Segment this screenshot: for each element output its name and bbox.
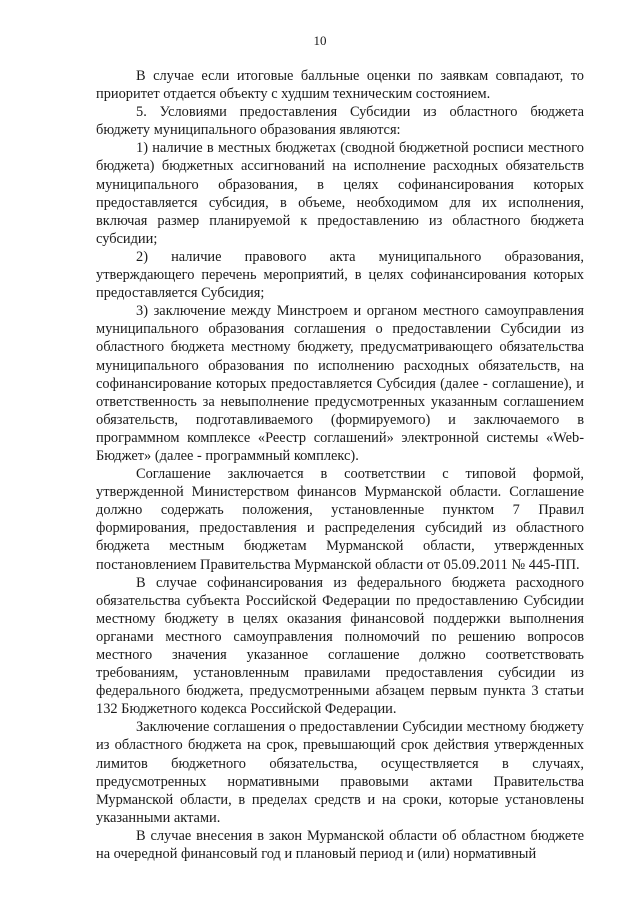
- paragraph-subsidy-conditions: 5. Условиями предоставления Субсидии из областного бюджета бюджету муниципального образования являются:: [96, 104, 584, 139]
- page-number: 10: [313, 33, 327, 48]
- paragraph-law-amendment: В случае внесения в закон Мурманской области об областном бюджете на очередной финансовый год и плановый период и (или) нормативный: [96, 827, 584, 863]
- document-body: [96, 67, 584, 863]
- paragraph-condition-2: 2) наличие правового акта муниципального образования, утверждающего перечень мероприятий, в целях софинансирования которых предоставляется Субсидия;: [96, 248, 584, 302]
- paragraph-condition-1: 1) наличие в местных бюджетах (сводной бюджетной росписи местного бюджета) бюджетных ассигнований на исполнение расходных обязательств муниципального образования, в целях софинансирования которых предоставляется субсидия, в объеме, необходимом для их исполнения, включая размер планируемой к предоставлению из областного бюджета субсидии;: [96, 140, 584, 247]
- paragraph-agreement-term: Заключение соглашения о предоставлении Субсидии местному бюджету из областного бюджета на срок, превышающий срок действия утвержденных лимитов бюджетного обязательства, осуществляется в случаях, предусмотренных нормативными правовыми актами Правительства Мурманской области, в пределах средств и на сроки, которые установлены указанными актами.: [96, 719, 584, 826]
- paragraph-condition-3: 3) заключение между Минстроем и органом местного самоуправления муниципального образования соглашения о предоставлении Субсидии из областного бюджета местному бюджету, предусматривающего обязательства муниципального образования по исполнению расходных обязательств, на софинансирование которых предоставляется Субсидия (далее - соглашение), и ответственность за невыполнение предусмотренных указанным соглашением обязательств, подготавливаемого (формируемого) и заключаемого в программном комплексе «Реестр соглашений» электронной системы «Web-Бюджет» (далее - программный комплекс).: [96, 303, 584, 464]
- paragraph-agreement-form: Соглашение заключается в соответствии с типовой формой, утвержденной Министерством финансов Мурманской области. Соглашение должно содержать положения, установленные пунктом 7 Правил формирования, предоставления и распределения субсидий из областного бюджета местным бюджетам Мурманской области, утвержденных постановлением Правительства Мурманской области от 05.09.2011 № 445-ПП.: [96, 466, 584, 573]
- paragraph-rating-priority: В случае если итоговые балльные оценки по заявкам совпадают, то приоритет отдается объекту с худшим техническим состоянием.: [96, 68, 584, 103]
- paragraph-federal-cofinancing: В случае софинансирования из федерального бюджета расходного обязательства субъекта Российской Федерации по предоставлению Субсидии местному бюджету в целях оказания финансовой поддержки выполнения органами местного самоуправления полномочий по решению вопросов местного значения указанное соглашение должно соответствовать требованиям, установленным правилами предоставления субсидии из федерального бюджета, предусмотренными абзацем первым пункта 3 статьи 132 Бюджетного кодекса Российской Федерации.: [96, 574, 584, 718]
